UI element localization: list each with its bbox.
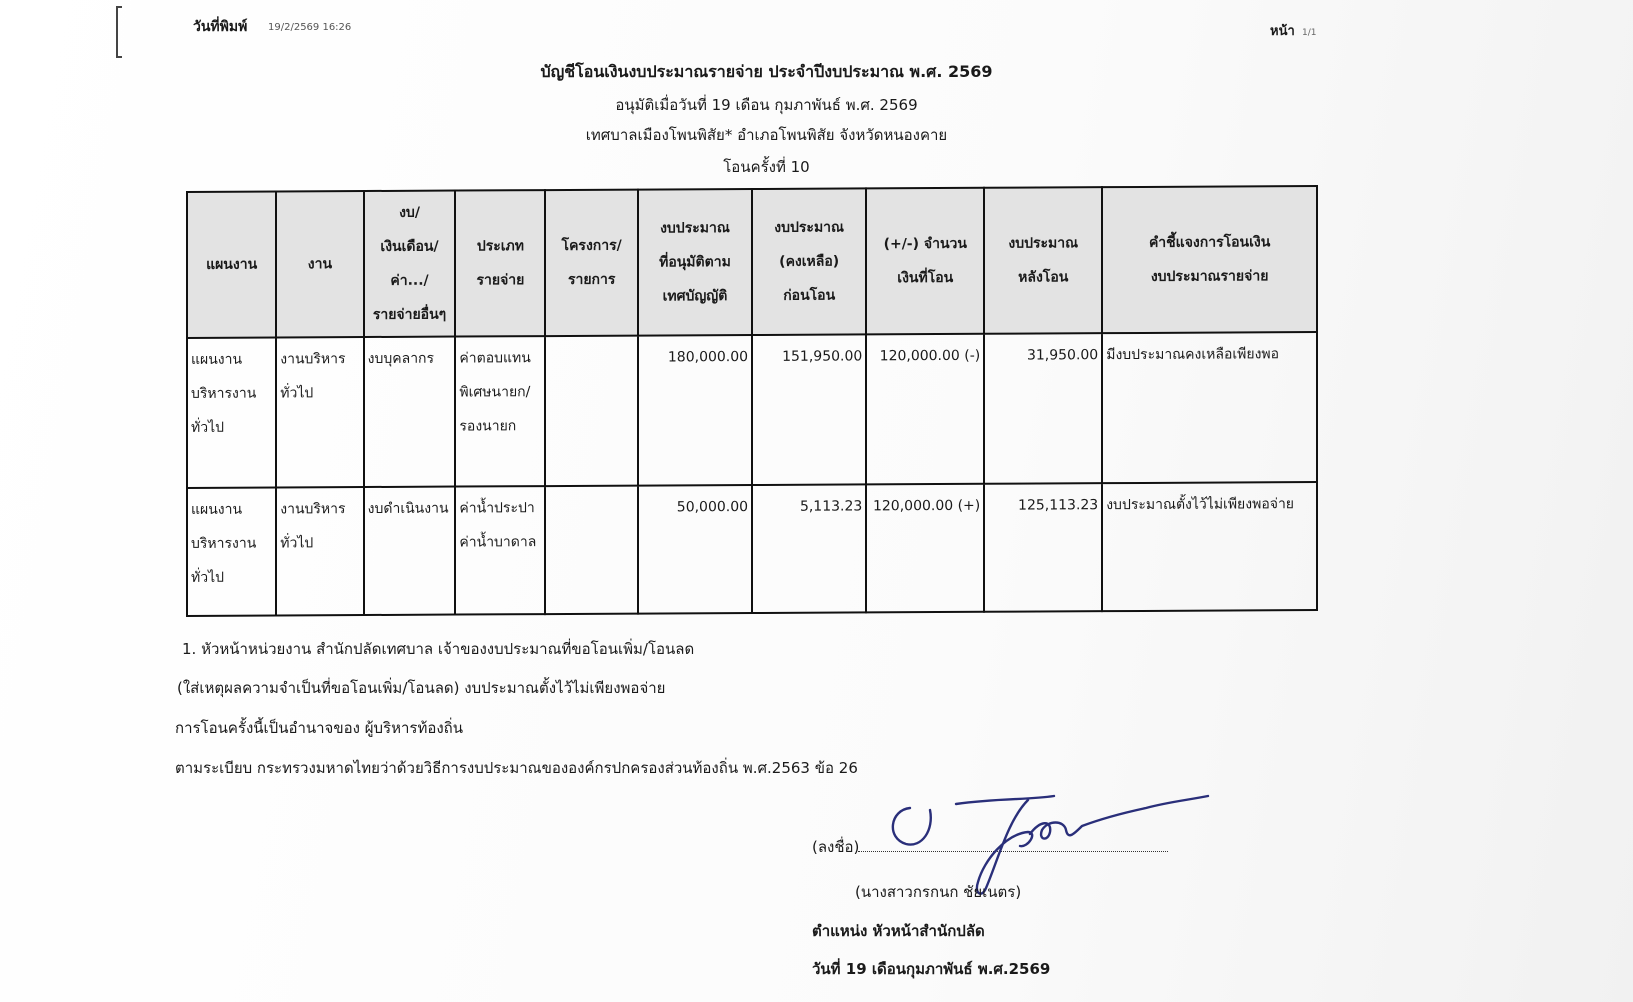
- header-remaining-budget: งบประมาณ (คงเหลือ) ก่อนโอน: [752, 188, 866, 335]
- cell-remaining: 5,113.23: [752, 484, 866, 613]
- print-date-label: วันที่พิมพ์: [193, 19, 248, 35]
- cell-budget-type: งบบุคลากร: [364, 337, 456, 487]
- header-expense-type: ประเภท รายจ่าย: [455, 190, 545, 336]
- header-budget-type: งบ/ เงินเดือน/ ค่า.../ รายจ่ายอื่นๆ: [364, 191, 456, 337]
- table-header-row: [187, 186, 1317, 338]
- cell-explanation: มีงบประมาณคงเหลือเพียงพอ: [1102, 332, 1317, 483]
- cell-after: 125,113.23: [984, 483, 1102, 612]
- signer-name: (นางสาวกรกนก ชัยเนตร): [855, 883, 1022, 901]
- sign-label: (ลงชื่อ): [812, 838, 860, 856]
- transfer-number: โอนครั้งที่ 10: [723, 158, 810, 176]
- budget-transfer-table: [186, 185, 1318, 617]
- cell-approved: 50,000.00: [638, 485, 752, 614]
- note-regulation: ตามระเบียบ กระทรวงมหาดไทยว่าด้วยวิธีการงบประมาณขององค์กรปกครองส่วนท้องถิ่น พ.ศ.2563 ข้อ 26: [175, 759, 858, 777]
- header-budget-after: งบประมาณ หลังโอน: [984, 187, 1102, 334]
- sign-date: วันที่ 19 เดือนกุมภาพันธ์ พ.ศ.2569: [812, 960, 1051, 978]
- table-row: [187, 482, 1317, 616]
- cell-expense-type: ค่าน้ำประปา ค่าน้ำบาดาล: [455, 486, 545, 614]
- header-work: งาน: [276, 191, 363, 337]
- cell-plan: แผนงานบริหารงานทั่วไป: [187, 487, 276, 615]
- note-reason: (ใส่เหตุผลความจำเป็นที่ขอโอนเพิ่ม/โอนลด) งบประมาณตั้งไว้ไม่เพียงพอจ่าย: [177, 679, 666, 697]
- document-title: บัญชีโอนเงินงบประมาณรายจ่าย ประจำปีงบประมาณ พ.ศ. 2569: [540, 62, 993, 81]
- signer-position: ตำแหน่ง หัวหน้าสำนักปลัด: [812, 922, 985, 940]
- staple-mark: [116, 6, 122, 58]
- cell-expense-type: ค่าตอบแทนพิเศษนายก/รองนายก: [455, 336, 545, 486]
- cell-after: 31,950.00: [984, 333, 1102, 484]
- cell-approved: 180,000.00: [638, 335, 752, 486]
- header-project: โครงการ/ รายการ: [545, 190, 637, 336]
- cell-project: [545, 336, 637, 486]
- organization-name: เทศบาลเมืองโพนพิสัย* อำเภอโพนพิสัย จังหวัดหนองคาย: [585, 126, 948, 144]
- cell-transfer: 120,000.00 (-): [866, 334, 984, 485]
- note-department: 1. หัวหน้าหน่วยงาน สำนักปลัดเทศบาล เจ้าของงบประมาณที่ขอโอนเพิ่ม/โอนลด: [182, 640, 695, 658]
- cell-work: งานบริหารทั่วไป: [276, 487, 363, 615]
- cell-transfer: 120,000.00 (+): [866, 484, 984, 613]
- cell-explanation: งบประมาณตั้งไว้ไม่เพียงพอจ่าย: [1102, 482, 1317, 611]
- header-approved-budget: งบประมาณ ที่อนุมัติตาม เทศบัญญัติ: [638, 189, 752, 336]
- cell-remaining: 151,950.00: [752, 334, 866, 485]
- cell-plan: แผนงานบริหารงานทั่วไป: [187, 337, 276, 487]
- header-transfer-amount: (+/-) จำนวน เงินที่โอน: [866, 188, 984, 335]
- page-number: 1/1: [1302, 28, 1317, 38]
- table-row: [187, 332, 1317, 488]
- cell-budget-type: งบดำเนินงาน: [364, 487, 456, 615]
- approval-date: อนุมัติเมื่อวันที่ 19 เดือน กุมภาพันธ์ พ.ศ. 2569: [615, 96, 918, 114]
- note-authority: การโอนครั้งนี้เป็นอำนาจของ ผู้บริหารท้องถิ่น: [175, 719, 463, 737]
- print-date-value: 19/2/2569 16:26: [268, 22, 352, 33]
- header-explanation: คำชี้แจงการโอนเงิน งบประมาณรายจ่าย: [1102, 186, 1317, 333]
- cell-work: งานบริหารทั่วไป: [276, 337, 363, 487]
- page-label: หน้า: [1270, 24, 1295, 39]
- header-plan: แผนงาน: [187, 191, 276, 337]
- cell-project: [545, 486, 637, 614]
